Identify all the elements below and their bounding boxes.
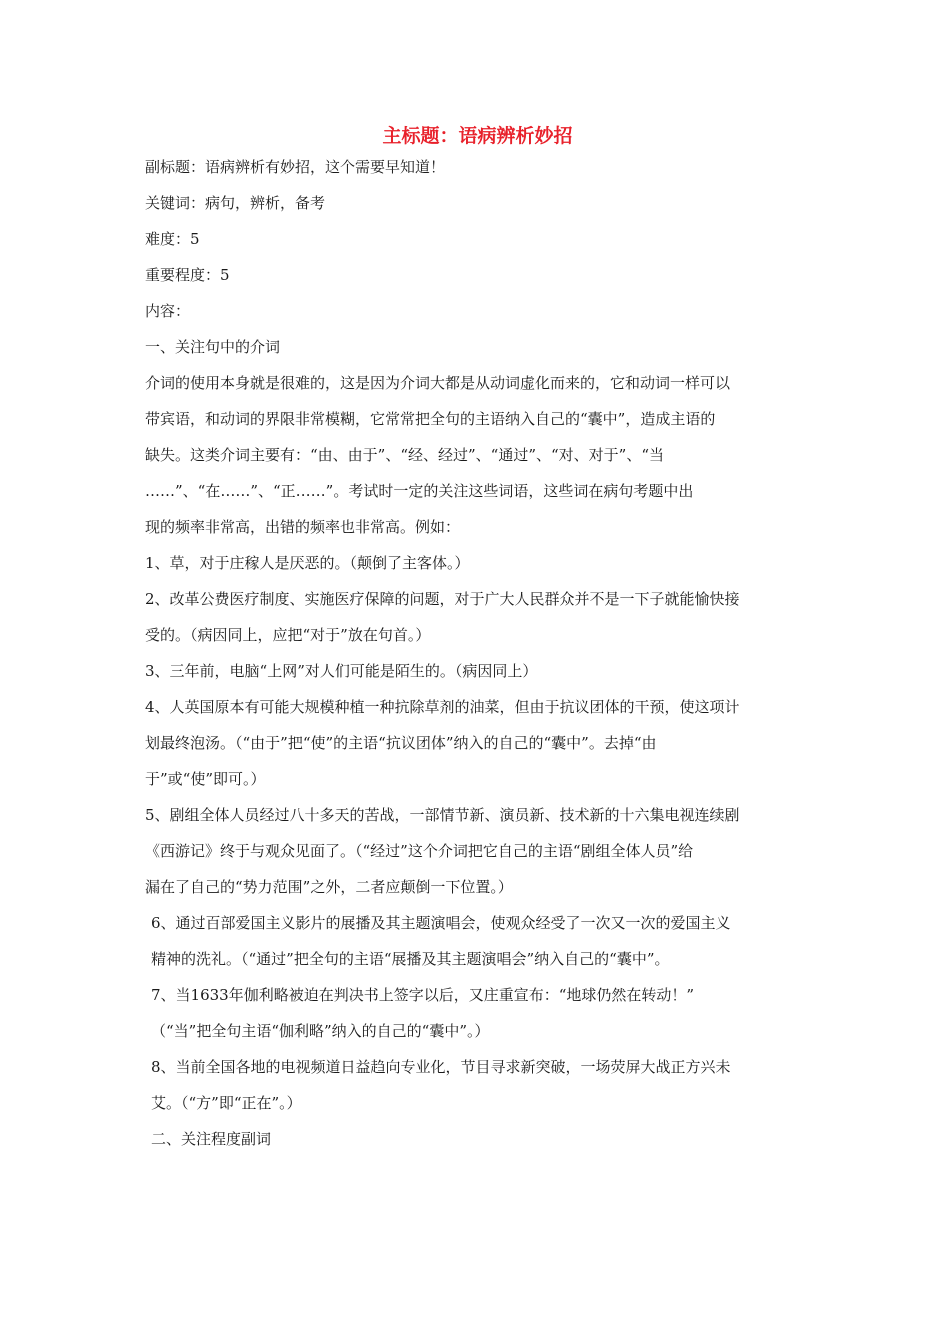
text-line: 漏在了自己的“势力范围”之外，二者应颠倒一下位置。）	[145, 878, 513, 896]
text-line: 7、当1633年伽利略被迫在判决书上签字以后，又庄重宣布：“地球仍然在转动！”	[151, 986, 695, 1004]
text-line: 精神的洗礼。（“通过”把全句的主语“展播及其主题演唱会”纳入自己的“囊中”。	[151, 950, 670, 968]
intro-paragraph	[145, 365, 850, 545]
example-4	[145, 689, 850, 797]
text-line: 3、三年前，电脑“上网”对人们可能是陌生的。（病因同上）	[145, 662, 538, 680]
example-1	[145, 545, 850, 581]
example-3	[145, 653, 850, 689]
difficulty-line: 难度：5	[145, 230, 200, 248]
text-line: 缺失。这类介词主要有：“由、由于”、“经、经过”、“通过”、“对、对于”、“当	[145, 446, 665, 464]
example-7	[145, 977, 850, 1049]
example-8	[145, 1049, 850, 1121]
text-line: 受的。（病因同上，应把“对于”放在句首。）	[145, 626, 431, 644]
example-2	[145, 581, 850, 653]
text-line: ……”、“在……”、“正……”。考试时一定的关注这些词语，这些词在病句考题中出	[145, 482, 694, 500]
importance-line: 重要程度：5	[145, 266, 230, 284]
text-line: （“当”把全句主语“伽利略”纳入的自己的“囊中”。）	[151, 1022, 490, 1040]
text-line: 于”或“使”即可。）	[145, 770, 266, 788]
example-5	[145, 797, 850, 905]
text-line: 4、人英国原本有可能大规模种植一种抗除草剂的油菜，但由于抗议团体的干预，使这项计	[145, 698, 740, 716]
content-label: 内容：	[145, 302, 191, 320]
text-line: 介词的使用本身就是很难的，这是因为介词大都是从动词虚化而来的，它和动词一样可以	[145, 374, 731, 392]
section-heading-degree-adverbs: 二、关注程度副词	[151, 1130, 272, 1148]
section-heading-prepositions: 一、关注句中的介词	[145, 338, 281, 356]
example-6	[145, 905, 850, 977]
text-line: 1、草，对于庄稼人是厌恶的。（颠倒了主客体。）	[145, 554, 470, 572]
text-line: 6、通过百部爱国主义影片的展播及其主题演唱会，使观众经受了一次又一次的爱国主义	[151, 914, 731, 932]
text-line: 5、剧组全体人员经过八十多天的苦战，一部情节新、演员新、技术新的十六集电视连续剧	[145, 806, 740, 824]
subtitle-line: 副标题：语病辨析有妙招，这个需要早知道！	[145, 158, 446, 176]
text-line: 《西游记》终于与观众见面了。（“经过”这个介词把它自己的主语“剧组全体人员”给	[145, 842, 694, 860]
text-line: 带宾语，和动词的界限非常模糊，它常常把全句的主语纳入自己的“囊中”，造成主语的	[145, 410, 716, 428]
text-line: 2、改革公费医疗制度、实施医疗保障的问题，对于广大人民群众并不是一下子就能愉快接	[145, 590, 740, 608]
text-line: 现的频率非常高，出错的频率也非常高。例如：	[145, 518, 461, 536]
text-line: 8、当前全国各地的电视频道日益趋向专业化，节目寻求新突破，一场荧屏大战正方兴未	[151, 1058, 731, 1076]
text-line: 划最终泡汤。（“由于”把“使”的主语“抗议团体”纳入的自己的“囊中”。去掉“由	[145, 734, 657, 752]
text-line: 艾。（“方”即“正在”。）	[151, 1094, 302, 1112]
document-title: 主标题：语病辨析妙招	[382, 125, 573, 147]
keywords-line: 关键词：病句，辨析，备考	[145, 194, 326, 212]
